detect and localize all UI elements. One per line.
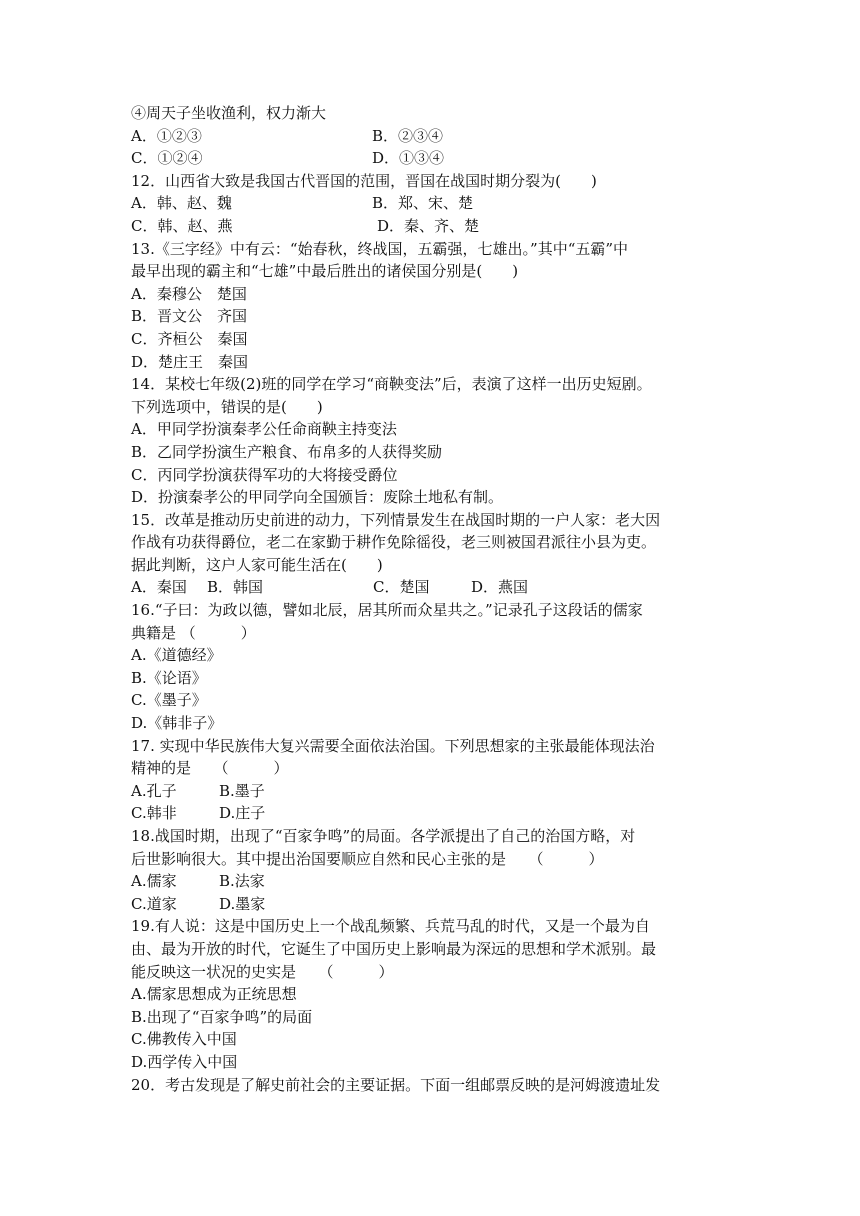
answer-option: A．韩、赵、魏 [131,194,232,213]
text-line: C.佛教传入中国 [131,1030,237,1049]
answer-option: C.道家 [131,894,177,913]
options-row [131,870,741,893]
text-line: A．甲同学扮演秦孝公任命商鞅主持变法 [131,420,397,439]
text-line: B.出现了“百家争鸣”的局面 [131,1007,313,1026]
options-row [131,215,741,238]
text-line: 下列选项中，错误的是( ) [131,397,323,416]
text-line: C．丙同学扮演获得军功的大将接受爵位 [131,465,398,484]
text-line: A．秦穆公 楚国 [131,284,247,303]
text-line: 据此判断，这户人家可能生活在( ) [131,555,383,574]
answer-option: B．②③④ [372,126,444,145]
answer-option: D．①③④ [372,149,445,168]
text-line: 15．改革是推动历史前进的动力，下列情景发生在战国时期的一户人家：老大因 [131,510,661,529]
answer-option: C．楚国 [373,578,430,597]
text-line: D．楚庄王 秦国 [131,352,249,371]
text-line: D.西学传入中国 [131,1052,238,1071]
options-row [131,147,741,170]
answer-option: D.墨家 [219,894,266,913]
text-line: 作战有功获得爵位，老二在家勤于耕作免除徭役，老三则被国君派往小县为吏。 [131,533,657,552]
answer-option: C．韩、赵、燕 [131,216,233,235]
text-line: 12．山西省大致是我国古代晋国的范围，晋国在战国时期分裂为( ) [131,171,597,190]
answer-option: D.庄子 [219,804,266,823]
text-line: 19.有人说：这是中国历史上一个战乱频繁、兵荒马乱的时代，又是一个最为自 [131,917,650,936]
text-line: 后世影响很大。其中提出治国要顺应自然和民心主张的是 （ ） [131,849,604,868]
answer-option: A.孔子 [131,781,177,800]
text-line: 能反映这一状况的史实是 （ ） [131,962,394,981]
options-row [131,576,741,599]
options-row [131,802,741,825]
answer-option: B．郑、宋、楚 [372,194,474,213]
text-line: C.《墨子》 [131,691,207,710]
text-line: 由、最为开放的时代，它诞生了中国历史上影响最为深远的思想和学术派别。最 [131,939,657,958]
answer-option: C．①②④ [131,149,203,168]
text-line: C．齐桓公 秦国 [131,329,248,348]
options-row [131,125,741,148]
text-line: 13.《三字经》中有云：“始春秋，终战国，五霸强，七雄出。”其中“五霸”中 [131,239,629,258]
question-text-block [131,102,741,1096]
answer-option: D．秦、齐、楚 [377,216,480,235]
text-line: 17. 实现中华民族伟大复兴需要全面依法治国。下列思想家的主张最能体现法治 [131,736,655,755]
text-line: 18.战国时期，出现了“百家争鸣”的局面。各学派提出了自己的治国方略，对 [131,827,636,845]
text-line: 典籍是 （ ） [131,623,256,642]
answer-option: C.韩非 [131,804,177,823]
answer-option: D．燕国 [471,578,529,597]
text-line: B．乙同学扮演生产粮食、布帛多的人获得奖励 [131,442,443,461]
answer-option: A.儒家 [131,872,177,891]
text-line: B．晋文公 齐国 [131,307,248,326]
options-row [131,780,741,803]
text-line: 14．某校七年级(2)班的同学在学习“商鞅变法”后，表演了这样一出历史短剧。 [131,375,652,394]
text-line: A.儒家思想成为正统思想 [131,985,297,1004]
text-line: ④周天子坐收渔利，权力渐大 [131,104,327,122]
options-row [131,192,741,215]
text-line: 最早出现的霸主和“七雄”中最后胜出的诸侯国分别是( ) [131,262,519,281]
answer-option: A．秦国 [131,578,187,597]
text-line: D．扮演秦孝公的甲同学向全国颁旨：废除土地私有制。 [131,488,504,507]
options-row [131,893,741,916]
answer-option: B．韩国 [207,578,264,597]
answer-option: B.墨子 [219,781,265,800]
answer-option: A．①②③ [131,126,202,145]
answer-option: B.法家 [219,872,265,891]
text-line: 20．考古发现是了解史前社会的主要证据。下面一组邮票反映的是河姆渡遗址发 [131,1075,661,1094]
text-line: 精神的是 （ ） [131,759,289,778]
text-line: 16.“子曰：为政以德，譬如北辰，居其所而众星共之。”记录孔子这段话的儒家 [131,601,643,620]
text-line: A.《道德经》 [131,646,222,665]
text-line: B.《论语》 [131,668,207,687]
text-line: D.《韩非子》 [131,714,223,733]
